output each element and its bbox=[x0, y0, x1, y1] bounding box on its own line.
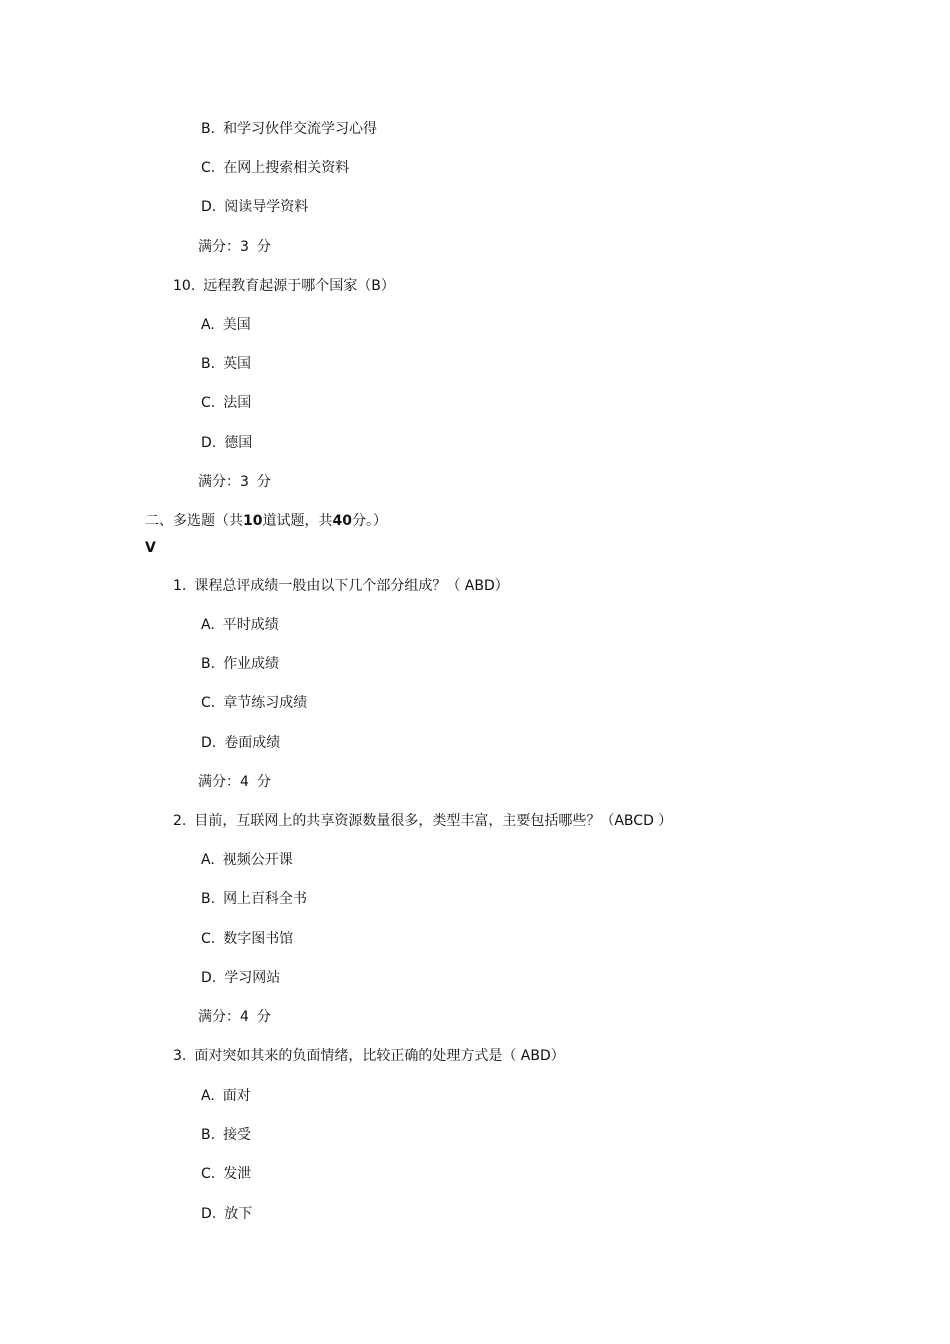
option-a bbox=[201, 851, 293, 869]
score-line bbox=[198, 1008, 271, 1026]
option-b bbox=[201, 890, 307, 908]
question-3 bbox=[173, 1047, 565, 1065]
option-d bbox=[201, 198, 308, 216]
question-text: 面对突如其来的负面情绪，比较正确的处理方式是（ ABD） bbox=[194, 1048, 565, 1064]
section-suffix: 分。） bbox=[351, 513, 387, 529]
option-a bbox=[201, 616, 279, 634]
option-text: 放下 bbox=[224, 1206, 253, 1222]
option-text: 法国 bbox=[223, 395, 252, 411]
option-letter: B. bbox=[201, 356, 216, 372]
option-text: 平时成绩 bbox=[222, 617, 279, 633]
option-a bbox=[201, 1087, 251, 1105]
option-text: 视频公开课 bbox=[222, 852, 293, 868]
section-count: 10 bbox=[243, 513, 263, 529]
section-mark: V bbox=[145, 540, 156, 556]
option-letter: B. bbox=[201, 1127, 216, 1143]
option-c bbox=[201, 694, 307, 712]
section-prefix: 二、多选题（共 bbox=[145, 513, 243, 529]
option-b bbox=[201, 355, 251, 373]
option-letter: A. bbox=[201, 852, 215, 868]
option-text: 发泄 bbox=[223, 1166, 252, 1182]
option-c bbox=[201, 1165, 251, 1183]
score-value: 4 bbox=[240, 1009, 249, 1025]
option-text: 德国 bbox=[224, 435, 253, 451]
option-text: 和学习伙伴交流学习心得 bbox=[223, 121, 378, 137]
question-number: 3. bbox=[173, 1048, 187, 1064]
score-unit: 分 bbox=[256, 474, 271, 490]
option-letter: A. bbox=[201, 1088, 215, 1104]
score-label: 满分： bbox=[198, 239, 240, 255]
score-value: 3 bbox=[240, 474, 249, 490]
option-text: 网上百科全书 bbox=[223, 891, 308, 907]
option-b bbox=[201, 1126, 251, 1144]
option-b bbox=[201, 655, 279, 673]
option-b bbox=[201, 120, 377, 138]
score-unit: 分 bbox=[256, 774, 271, 790]
score-line bbox=[198, 773, 271, 791]
option-text: 接受 bbox=[223, 1127, 252, 1143]
option-text: 章节练习成绩 bbox=[223, 695, 308, 711]
option-letter: C. bbox=[201, 395, 216, 411]
section-heading bbox=[145, 512, 387, 530]
question-number: 10. bbox=[173, 278, 196, 294]
option-letter: C. bbox=[201, 695, 216, 711]
option-letter: C. bbox=[201, 931, 216, 947]
question-2 bbox=[173, 812, 672, 830]
question-10 bbox=[173, 277, 395, 295]
section-points: 40 bbox=[332, 513, 352, 529]
option-text: 美国 bbox=[222, 317, 251, 333]
section-mid: 道试题，共 bbox=[262, 513, 333, 529]
option-letter: D. bbox=[201, 1206, 217, 1222]
option-text: 英国 bbox=[223, 356, 252, 372]
option-letter: D. bbox=[201, 970, 217, 986]
score-unit: 分 bbox=[256, 1009, 271, 1025]
score-line bbox=[198, 238, 271, 256]
option-letter: C. bbox=[201, 1166, 216, 1182]
option-text: 作业成绩 bbox=[223, 656, 280, 672]
option-c bbox=[201, 394, 251, 412]
option-d bbox=[201, 969, 280, 987]
option-letter: B. bbox=[201, 656, 216, 672]
question-text: 目前，互联网上的共享资源数量很多，类型丰富，主要包括哪些？（ABCD ） bbox=[194, 813, 673, 829]
score-label: 满分： bbox=[198, 474, 240, 490]
option-d bbox=[201, 734, 280, 752]
score-label: 满分： bbox=[198, 1009, 240, 1025]
question-number: 2. bbox=[173, 813, 187, 829]
score-value: 3 bbox=[240, 239, 249, 255]
score-label: 满分： bbox=[198, 774, 240, 790]
option-letter: D. bbox=[201, 199, 217, 215]
option-letter: A. bbox=[201, 317, 215, 333]
question-text: 课程总评成绩一般由以下几个部分组成？（ ABD） bbox=[194, 578, 509, 594]
option-a bbox=[201, 316, 251, 334]
score-unit: 分 bbox=[256, 239, 271, 255]
option-letter: C. bbox=[201, 160, 216, 176]
option-text: 在网上搜索相关资料 bbox=[223, 160, 350, 176]
option-letter: B. bbox=[201, 891, 216, 907]
option-text: 学习网站 bbox=[224, 970, 281, 986]
option-text: 数字图书馆 bbox=[223, 931, 294, 947]
option-letter: A. bbox=[201, 617, 215, 633]
score-value: 4 bbox=[240, 774, 249, 790]
option-c bbox=[201, 930, 293, 948]
option-d bbox=[201, 434, 252, 452]
option-text: 面对 bbox=[222, 1088, 251, 1104]
option-letter: B. bbox=[201, 121, 216, 137]
question-1 bbox=[173, 577, 509, 595]
option-text: 卷面成绩 bbox=[224, 735, 281, 751]
option-text: 阅读导学资料 bbox=[224, 199, 309, 215]
question-text: 远程教育起源于哪个国家（B） bbox=[203, 278, 395, 294]
question-number: 1. bbox=[173, 578, 187, 594]
option-d bbox=[201, 1205, 252, 1223]
option-c bbox=[201, 159, 349, 177]
option-letter: D. bbox=[201, 435, 217, 451]
score-line bbox=[198, 473, 271, 491]
option-letter: D. bbox=[201, 735, 217, 751]
